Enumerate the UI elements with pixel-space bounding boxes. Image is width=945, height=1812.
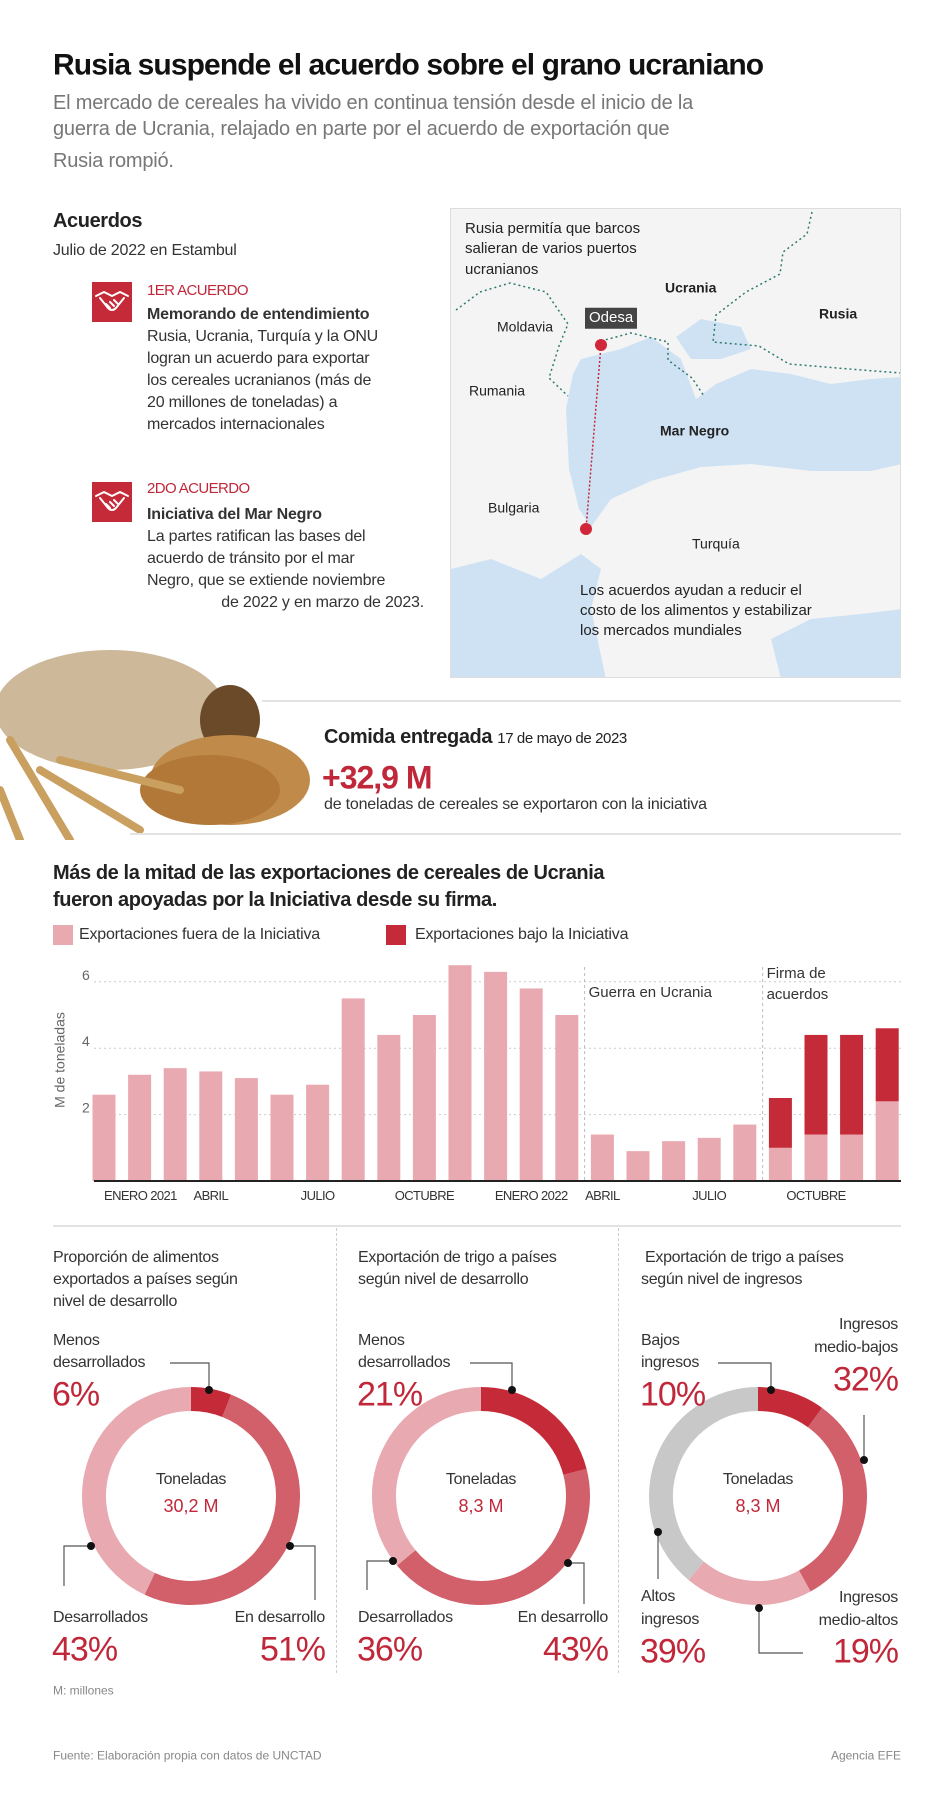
- segment-pct: 43%: [52, 1630, 118, 1669]
- donut-center-value: 8,3 M: [735, 1496, 781, 1517]
- leader-dot: [389, 1557, 397, 1565]
- agreement-title: Memorando de entendimiento: [147, 306, 370, 324]
- donut-segment: [191, 1399, 227, 1406]
- subtitle-line: Rusia rompió.: [53, 150, 174, 172]
- annotation-text: acuerdos: [766, 986, 829, 1003]
- agreement-text: mercados internacionales: [147, 416, 325, 434]
- segment-label: En desarrollo: [234, 1609, 325, 1627]
- segment-label: ingresos: [641, 1354, 700, 1372]
- map-label-moldavia: Moldavia: [497, 318, 554, 335]
- map-note: Los acuerdos ayudan a reducir el: [580, 581, 802, 599]
- segment-label: ingresos: [641, 1611, 700, 1629]
- donut-title: nivel de desarrollo: [53, 1293, 178, 1311]
- donut-title: exportados a países según: [53, 1271, 238, 1289]
- x-tick-label: ENERO 2022: [494, 1188, 568, 1203]
- leader-dot: [767, 1386, 775, 1394]
- y-tick-label: 2: [82, 1099, 90, 1116]
- credit: Agencia EFE: [830, 1748, 901, 1763]
- x-tick-label: OCTUBRE: [786, 1188, 846, 1203]
- segment-label: Ingresos: [839, 1316, 898, 1334]
- subtitle-line: El mercado de cereales ha vivido en continua tensión desde el inicio de la: [53, 92, 694, 114]
- segment-label: Menos: [53, 1332, 100, 1350]
- leader-line: [470, 1363, 512, 1390]
- segment-pct: 51%: [259, 1630, 325, 1669]
- agreement-text: logran un acuerdo para exportar: [147, 350, 370, 368]
- leader-line: [170, 1363, 209, 1390]
- map-label-ucrania: Ucrania: [665, 279, 717, 296]
- map-label-odesa: Odesa: [585, 308, 637, 329]
- segment-pct: 32%: [832, 1360, 898, 1399]
- donut-title: Exportación de trigo a países: [358, 1249, 557, 1267]
- donut-title: según nivel de desarrollo: [358, 1271, 529, 1289]
- segment-pct: 10%: [640, 1375, 706, 1414]
- leader-dot: [286, 1542, 294, 1550]
- donut-segment: [805, 1418, 855, 1581]
- donut-title: Exportación de trigo a países: [645, 1249, 844, 1267]
- segment-pct: 43%: [542, 1630, 608, 1669]
- agreement-tag: 1ER ACUERDO: [147, 281, 248, 299]
- x-tick-label: JULIO: [692, 1188, 727, 1203]
- segment-pct: 36%: [357, 1630, 423, 1669]
- source: Fuente: Elaboración propia con datos de UNCTAD: [53, 1748, 322, 1763]
- annotation-text: Firma de: [766, 965, 826, 982]
- leader-line: [759, 1608, 803, 1653]
- donut-title: Proporción de alimentos: [53, 1249, 219, 1267]
- agreement-title: Iniciativa del Mar Negro: [147, 506, 322, 524]
- agreement-text: 20 millones de toneladas) a: [147, 394, 338, 412]
- acuerdos-date: Julio de 2022 en Estambul: [53, 242, 237, 260]
- map-label-rusia: Rusia: [819, 305, 858, 322]
- segment-label: Ingresos: [839, 1589, 898, 1607]
- leader-dot: [87, 1542, 95, 1550]
- chart-title: fueron apoyadas por la Iniciativa desde su firma.: [53, 889, 497, 911]
- segment-label: medio-altos: [818, 1612, 898, 1630]
- y-tick-label: 6: [82, 966, 90, 983]
- segment-label: Menos: [358, 1332, 405, 1350]
- donut-center-value: 8,3 M: [458, 1496, 504, 1517]
- leader-dot: [564, 1559, 572, 1567]
- legend-label: Exportaciones fuera de la Iniciativa: [79, 926, 320, 944]
- agreement-text: acuerdo de tránsito por el mar: [147, 550, 355, 568]
- x-tick-label: ABRIL: [585, 1188, 620, 1203]
- map-note: los mercados mundiales: [580, 621, 742, 639]
- page-title: Rusia suspende el acuerdo sobre el grano ucraniano: [53, 48, 764, 82]
- donut-center-label: Toneladas: [155, 1471, 227, 1489]
- segment-label: Desarrollados: [358, 1609, 453, 1627]
- x-tick-label: OCTUBRE: [394, 1188, 455, 1203]
- segment-pct: 21%: [357, 1375, 423, 1414]
- segment-pct: 39%: [640, 1632, 706, 1671]
- food-value: +32,9 M: [322, 759, 432, 796]
- leader-line: [367, 1561, 393, 1590]
- footnote: M: millones: [53, 1683, 114, 1698]
- segment-pct: 19%: [832, 1632, 898, 1671]
- acuerdos-heading: Acuerdos: [53, 210, 143, 232]
- map-label-bulgaria: Bulgaria: [488, 499, 540, 516]
- map-note: Rusia permitía que barcos: [465, 219, 641, 237]
- leader-line: [290, 1546, 315, 1600]
- leader-line: [568, 1563, 584, 1604]
- segment-pct: 6%: [52, 1375, 100, 1414]
- donut-segment: [696, 1571, 805, 1593]
- x-tick-label: ABRIL: [193, 1188, 229, 1203]
- subtitle-line: guerra de Ucrania, relajado en parte por el acuerdo de exportación que: [53, 118, 670, 140]
- y-tick-label: 4: [82, 1033, 90, 1050]
- leader-line: [64, 1546, 91, 1586]
- segment-label: desarrollados: [358, 1354, 451, 1372]
- agreement-text: La partes ratifican las bases del: [147, 528, 366, 546]
- food-caption: de toneladas de cereales se exportaron con la iniciativa: [324, 796, 707, 814]
- map-label-rumania: Rumania: [469, 382, 526, 399]
- map-note: costo de los alimentos y estabilizar: [580, 601, 812, 619]
- agreement-text: Rusia, Ucrania, Turquía y la ONU: [147, 328, 379, 346]
- agreement-text: de 2022 y en marzo de 2023.: [221, 594, 424, 612]
- segment-label: Altos: [641, 1588, 676, 1606]
- x-tick-label: JULIO: [300, 1188, 335, 1203]
- y-axis-label: M de toneladas: [51, 1012, 68, 1108]
- annotation-text: Guerra en Ucrania: [588, 984, 713, 1001]
- segment-label: desarrollados: [53, 1354, 146, 1372]
- donut-segment: [758, 1399, 815, 1418]
- agreement-text: Negro, que se extiende noviembre: [147, 572, 386, 590]
- leader-dot: [755, 1604, 763, 1612]
- food-date: 17 de mayo de 2023: [497, 730, 627, 747]
- leader-dot: [654, 1528, 662, 1536]
- leader-line: [718, 1363, 771, 1390]
- donut-center-value: 30,2 M: [163, 1496, 219, 1517]
- donut-segment: [406, 1472, 578, 1593]
- donut-segment: [94, 1399, 191, 1584]
- segment-label: medio-bajos: [814, 1339, 898, 1357]
- food-heading-text: Comida entregada: [324, 726, 493, 748]
- map-note: salieran de varios puertos: [465, 239, 637, 257]
- donut-center-label: Toneladas: [722, 1471, 794, 1489]
- segment-label: Bajos: [641, 1332, 680, 1350]
- x-tick-label: ENERO 2021: [104, 1188, 177, 1203]
- agreement-text: los cereales ucranianos (más de: [147, 372, 372, 390]
- leader-dot: [205, 1386, 213, 1394]
- map-label-turquia: Turquía: [692, 535, 740, 552]
- leader-dot: [508, 1386, 516, 1394]
- segment-label: Desarrollados: [53, 1609, 148, 1627]
- donut-segment: [481, 1399, 575, 1472]
- legend-label: Exportaciones bajo la Iniciativa: [415, 926, 629, 944]
- map-note: ucranianos: [465, 260, 539, 278]
- agreement-tag: 2DO ACUERDO: [147, 479, 250, 497]
- segment-label: En desarrollo: [517, 1609, 608, 1627]
- map-label-mar-negro: Mar Negro: [660, 422, 730, 439]
- donut-center-label: Toneladas: [445, 1471, 517, 1489]
- donut-title: según nivel de ingresos: [641, 1271, 803, 1289]
- chart-title: Más de la mitad de las exportaciones de cereales de Ucrania: [53, 862, 605, 884]
- leader-dot: [860, 1456, 868, 1464]
